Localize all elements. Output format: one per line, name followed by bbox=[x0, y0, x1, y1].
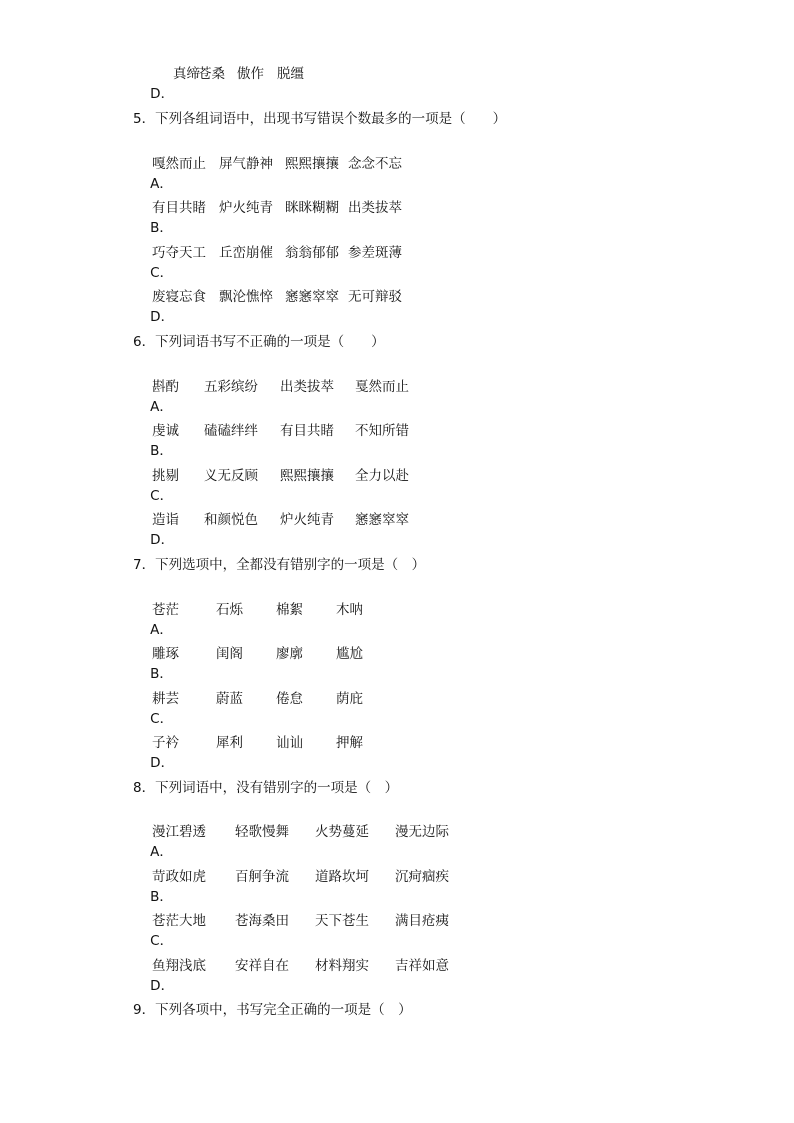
option-word: 无可辩驳 bbox=[348, 289, 402, 305]
option-word: 火势蔓延 bbox=[315, 824, 369, 840]
option-word: 百舸争流 bbox=[235, 869, 289, 885]
option-label: A． bbox=[150, 399, 173, 415]
option-d-q8 bbox=[133, 956, 449, 994]
option-word: 鱼翔浅底 bbox=[152, 958, 206, 974]
option-label: D． bbox=[150, 309, 175, 325]
option-word: 道路坎坷 bbox=[315, 869, 369, 885]
option-word: 沉疴痼疾 bbox=[395, 869, 449, 885]
option-label: C． bbox=[150, 711, 174, 727]
option-c-q5 bbox=[133, 243, 402, 281]
option-d-q5 bbox=[133, 287, 402, 325]
option-word: 五彩缤纷 bbox=[204, 379, 258, 395]
option-word: 全力以赴 bbox=[355, 468, 409, 484]
option-word: 和颜悦色 bbox=[204, 512, 258, 528]
option-label: D． bbox=[150, 532, 175, 548]
option-label: C． bbox=[150, 488, 174, 504]
option-word: 押解 bbox=[336, 735, 363, 751]
option-label: B． bbox=[150, 443, 173, 459]
option-word: 木呐 bbox=[336, 602, 363, 618]
option-word: 苍茫 bbox=[152, 602, 179, 618]
option-word: 出类拔萃 bbox=[348, 200, 402, 216]
option-a-q5 bbox=[133, 154, 402, 192]
option-word: 倦怠 bbox=[276, 691, 303, 707]
option-a-q8 bbox=[133, 822, 449, 860]
question-6: 6．下列词语书写不正确的一项是（ ） bbox=[133, 334, 385, 350]
option-word: 废寝忘食 bbox=[152, 289, 206, 305]
option-a-q7 bbox=[133, 600, 363, 638]
option-word: 傲作 bbox=[237, 66, 264, 82]
option-word: 苍桑 bbox=[198, 66, 225, 82]
option-word: 轻歌慢舞 bbox=[235, 824, 289, 840]
option-word: 眯眯糊糊 bbox=[285, 200, 339, 216]
option-d-q7 bbox=[133, 733, 363, 771]
question-5: 5．下列各组词语中，出现书写错误个数最多的一项是（ ） bbox=[133, 111, 507, 127]
option-b-q5 bbox=[133, 198, 402, 236]
option-label: D． bbox=[150, 978, 175, 994]
option-word: 蔚蓝 bbox=[216, 691, 243, 707]
option-label: B． bbox=[150, 220, 173, 236]
question-7: 7．下列选项中，全都没有错别字的一项是（ ） bbox=[133, 557, 426, 573]
option-word: 飘沦憔悴 bbox=[219, 289, 273, 305]
option-word: 巧夺天工 bbox=[152, 245, 206, 261]
option-word: 磕磕绊绊 bbox=[204, 423, 258, 439]
option-word: 棉絮 bbox=[276, 602, 303, 618]
option-b-q7 bbox=[133, 644, 363, 682]
option-word: 嘎然而止 bbox=[152, 156, 206, 172]
option-word: 熙熙攘攘 bbox=[280, 468, 334, 484]
option-b-q8 bbox=[133, 867, 449, 905]
option-label: D． bbox=[150, 86, 175, 102]
option-a-q6 bbox=[133, 377, 409, 415]
option-word: 天下苍生 bbox=[315, 913, 369, 929]
option-word: 材料翔实 bbox=[315, 958, 369, 974]
option-word: 丘峦崩催 bbox=[219, 245, 273, 261]
option-word: 廖廓 bbox=[276, 646, 303, 662]
option-word: 吉祥如意 bbox=[395, 958, 449, 974]
option-word: 参差斑薄 bbox=[348, 245, 402, 261]
option-word: 戛然而止 bbox=[355, 379, 409, 395]
question-8: 8．下列词语中，没有错别字的一项是（ ） bbox=[133, 780, 399, 796]
option-label: A． bbox=[150, 622, 173, 638]
option-word: 出类拔萃 bbox=[280, 379, 334, 395]
option-word: 炉火纯青 bbox=[280, 512, 334, 528]
option-word: 熙熙攘攘 bbox=[285, 156, 339, 172]
option-word: 荫庇 bbox=[336, 691, 363, 707]
option-word: 窸窸窣窣 bbox=[355, 512, 409, 528]
option-word: 漫无边际 bbox=[395, 824, 449, 840]
option-word: 苛政如虎 bbox=[152, 869, 206, 885]
option-word: 念念不忘 bbox=[348, 156, 402, 172]
option-word: 漫江碧透 bbox=[152, 824, 206, 840]
option-word: 义无反顾 bbox=[204, 468, 258, 484]
option-c-q8 bbox=[133, 911, 449, 949]
option-word: 虔诚 bbox=[152, 423, 179, 439]
option-word: 挑剔 bbox=[152, 468, 179, 484]
option-word: 讪讪 bbox=[276, 735, 303, 751]
option-word: 炉火纯青 bbox=[219, 200, 273, 216]
option-b-q6 bbox=[133, 421, 409, 459]
option-word: 屏气静神 bbox=[219, 156, 273, 172]
option-c-q6 bbox=[133, 466, 409, 504]
option-label: B． bbox=[150, 666, 173, 682]
option-word: 子衿 bbox=[152, 735, 179, 751]
option-word: 有目共睹 bbox=[280, 423, 334, 439]
option-word: 耕芸 bbox=[152, 691, 179, 707]
question-9: 9．下列各项中，书写完全正确的一项是（ ） bbox=[133, 1002, 412, 1018]
option-word: 斟酌 bbox=[152, 379, 179, 395]
option-word: 安祥自在 bbox=[235, 958, 289, 974]
option-word: 不知所错 bbox=[355, 423, 409, 439]
option-word: 窸窸窣窣 bbox=[285, 289, 339, 305]
option-label: B． bbox=[150, 889, 173, 905]
option-label: C． bbox=[150, 265, 174, 281]
option-word: 真缔 bbox=[173, 66, 200, 82]
option-word: 苍海桑田 bbox=[235, 913, 289, 929]
option-word: 闺阁 bbox=[216, 646, 243, 662]
option-word: 苍茫大地 bbox=[152, 913, 206, 929]
option-word: 造诣 bbox=[152, 512, 179, 528]
option-word: 石烁 bbox=[216, 602, 243, 618]
option-word: 有目共睹 bbox=[152, 200, 206, 216]
option-label: A． bbox=[150, 844, 173, 860]
option-label: C． bbox=[150, 933, 174, 949]
option-word: 犀利 bbox=[216, 735, 243, 751]
option-word: 脱缰 bbox=[277, 66, 304, 82]
option-d-q6 bbox=[133, 510, 409, 548]
option-label: D． bbox=[150, 755, 175, 771]
option-d-q4 bbox=[133, 64, 304, 102]
option-word: 尴尬 bbox=[336, 646, 363, 662]
option-word: 翁翁郁郁 bbox=[285, 245, 339, 261]
option-c-q7 bbox=[133, 689, 363, 727]
option-word: 雕琢 bbox=[152, 646, 179, 662]
option-label: A． bbox=[150, 176, 173, 192]
option-word: 满目疮痍 bbox=[395, 913, 449, 929]
